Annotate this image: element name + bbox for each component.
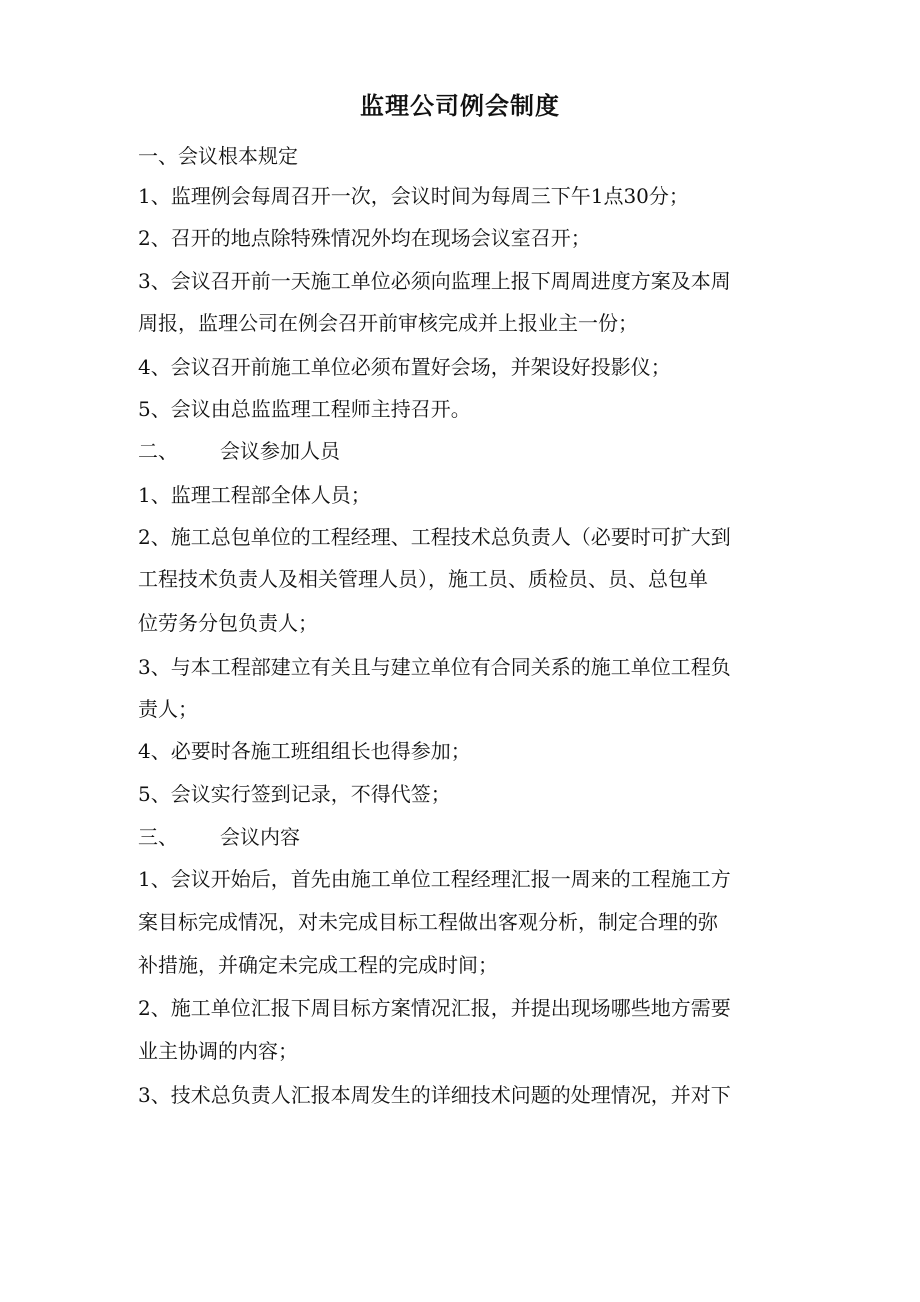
paragraph-line: 5、会议实行签到记录，不得代签； — [138, 782, 451, 806]
paragraph-line: 2、施工单位汇报下周目标方案情况汇报，并提出现场哪些地方需要 — [138, 996, 731, 1020]
paragraph-line: 1、会议开始后，首先由施工单位工程经理汇报一周来的工程施工方 — [138, 867, 731, 891]
section-heading-2 — [138, 436, 340, 466]
paragraph-line: 2、施工总包单位的工程经理、工程技术总负责人（必要时可扩大到 — [138, 525, 731, 549]
paragraph-line: 责人； — [138, 697, 198, 721]
paragraph-line: 3、技术总负责人汇报本周发生的详细技术问题的处理情况，并对下 — [138, 1083, 731, 1107]
section-number: 二、 — [138, 439, 178, 463]
paragraph-line: 1、监理例会每周召开一次，会议时间为每周三下午1点30分； — [138, 184, 689, 208]
paragraph-line: 3、会议召开前一天施工单位必须向监理上报下周周进度方案及本周 — [138, 269, 731, 293]
section-number: 一、 — [138, 144, 178, 168]
paragraph-line: 业主协调的内容； — [138, 1039, 298, 1063]
document-title: 监理公司例会制度 — [360, 91, 560, 120]
paragraph-line: 位劳务分包负责人； — [138, 611, 318, 635]
section-title: 会议根本规定 — [178, 144, 298, 168]
paragraph-line: 案目标完成情况，对未完成目标工程做出客观分析，制定合理的弥 — [138, 910, 718, 934]
section-heading-1 — [138, 141, 298, 171]
section-heading-3 — [138, 822, 300, 852]
paragraph-line: 3、与本工程部建立有关且与建立单位有合同关系的施工单位工程负 — [138, 655, 731, 679]
section-title: 会议内容 — [220, 825, 300, 849]
paragraph-line: 周报，监理公司在例会召开前审核完成并上报业主一份； — [138, 311, 638, 335]
section-number: 三、 — [138, 825, 178, 849]
paragraph-line: 工程技术负责人及相关管理人员），施工员、质检员、员、总包单 — [138, 567, 708, 591]
paragraph-line: 4、会议召开前施工单位必须布置好会场，并架设好投影仪； — [138, 355, 671, 379]
paragraph-line: 补措施，并确定未完成工程的完成时间； — [138, 953, 498, 977]
paragraph-line: 1、监理工程部全体人员； — [138, 483, 371, 507]
paragraph-line: 2、召开的地点除特殊情况外均在现场会议室召开； — [138, 226, 591, 250]
paragraph-line: 5、会议由总监监理工程师主持召开。 — [138, 397, 471, 421]
paragraph-line: 4、必要时各施工班组组长也得参加； — [138, 739, 471, 763]
section-title: 会议参加人员 — [220, 439, 340, 463]
